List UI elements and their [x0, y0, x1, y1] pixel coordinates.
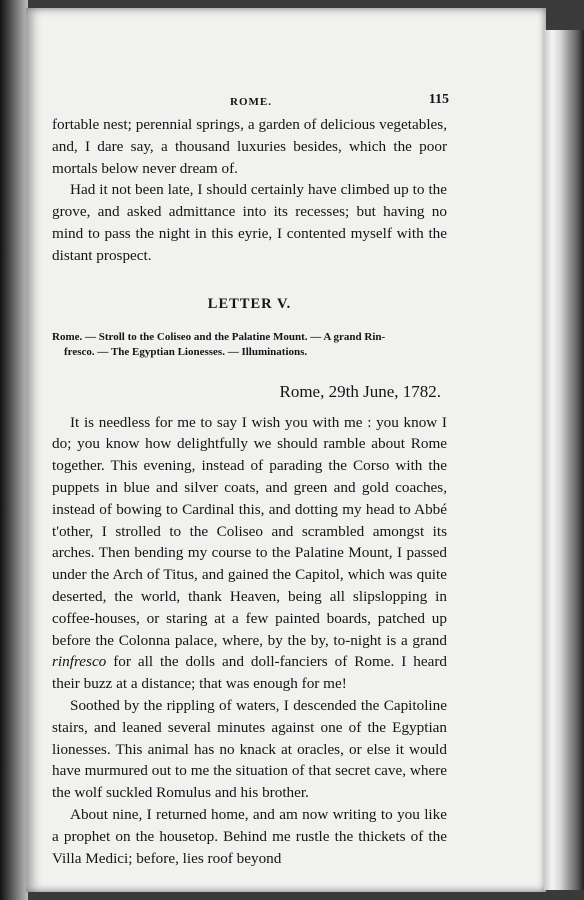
paragraph: Had it not been late, I should certainly have climbed up to the grove, and asked admittance into its recesses; but having no mind to pass the night in this eyrie, I contented myself with the distant prospect. — [52, 181, 447, 264]
paragraph: Soothed by the rippling of waters, I descended the Capitoline stairs, and leaned several minutes against one of the Egyptian lionesses. This animal has no knack at oracles, or else it would have murmured out to me the situation of that secret cave, where the wolf suckled Romulus and his brother. — [52, 696, 447, 802]
letter-synopsis — [52, 330, 447, 360]
paragraph-text: It is needless for me to say I wish you with me : you know I do; you know how delightfully we should ramble about Rome together. This evening, instead of parading the Corso with the puppets in blue and silver coats, and green and gold coaches, instead of bowing to Cardinal this, and dotting my head to Abbé t'other, I strolled to the Coliseo and scrambled amongst its arches. Then bending my course to the Palatine Mount, I passed under the Arch of Titus, and gained the Capitol, which was quite deserted, the world, thank Heaven, being all slipslopping in coffee-houses, or staring at a few painted boards, patched up before the Colonna palace, where, by the by, to-night is a grand — [52, 413, 447, 649]
paragraph-continued: fortable nest; perennial springs, a garden of delicious vegetables, and, I dare say, a thousand luxuries besides, which the poor mortals below never dream of. — [52, 116, 447, 177]
synopsis-line: Rome. — Stroll to the Coliseo and the Palatine Mount. — A grand Rin- — [52, 330, 386, 343]
page-content — [52, 92, 447, 869]
synopsis-line: fresco. — The Egyptian Lionesses. — Illuminations. — [64, 345, 308, 358]
page-number: 115 — [428, 92, 449, 107]
italic-word: rinfresco — [52, 653, 107, 671]
running-head — [52, 92, 447, 114]
book-right-edge — [544, 30, 584, 890]
letter-dateline: Rome, 29th June, 1782. — [279, 381, 441, 401]
running-head-title: ROME. — [230, 96, 272, 108]
letter-heading: LETTER V. — [207, 295, 292, 312]
paragraph: About nine, I returned home, and am now writing to you like a prophet on the housetop. Behind me rustle the thickets of the Villa Medici; before, lies roof beyond — [52, 805, 447, 867]
paragraph — [52, 412, 447, 695]
paragraph-text: for all the dolls and doll-fanciers of Rome. I heard their buzz at a distance; that was enough for me! — [52, 653, 448, 693]
book-left-edge — [0, 0, 28, 900]
